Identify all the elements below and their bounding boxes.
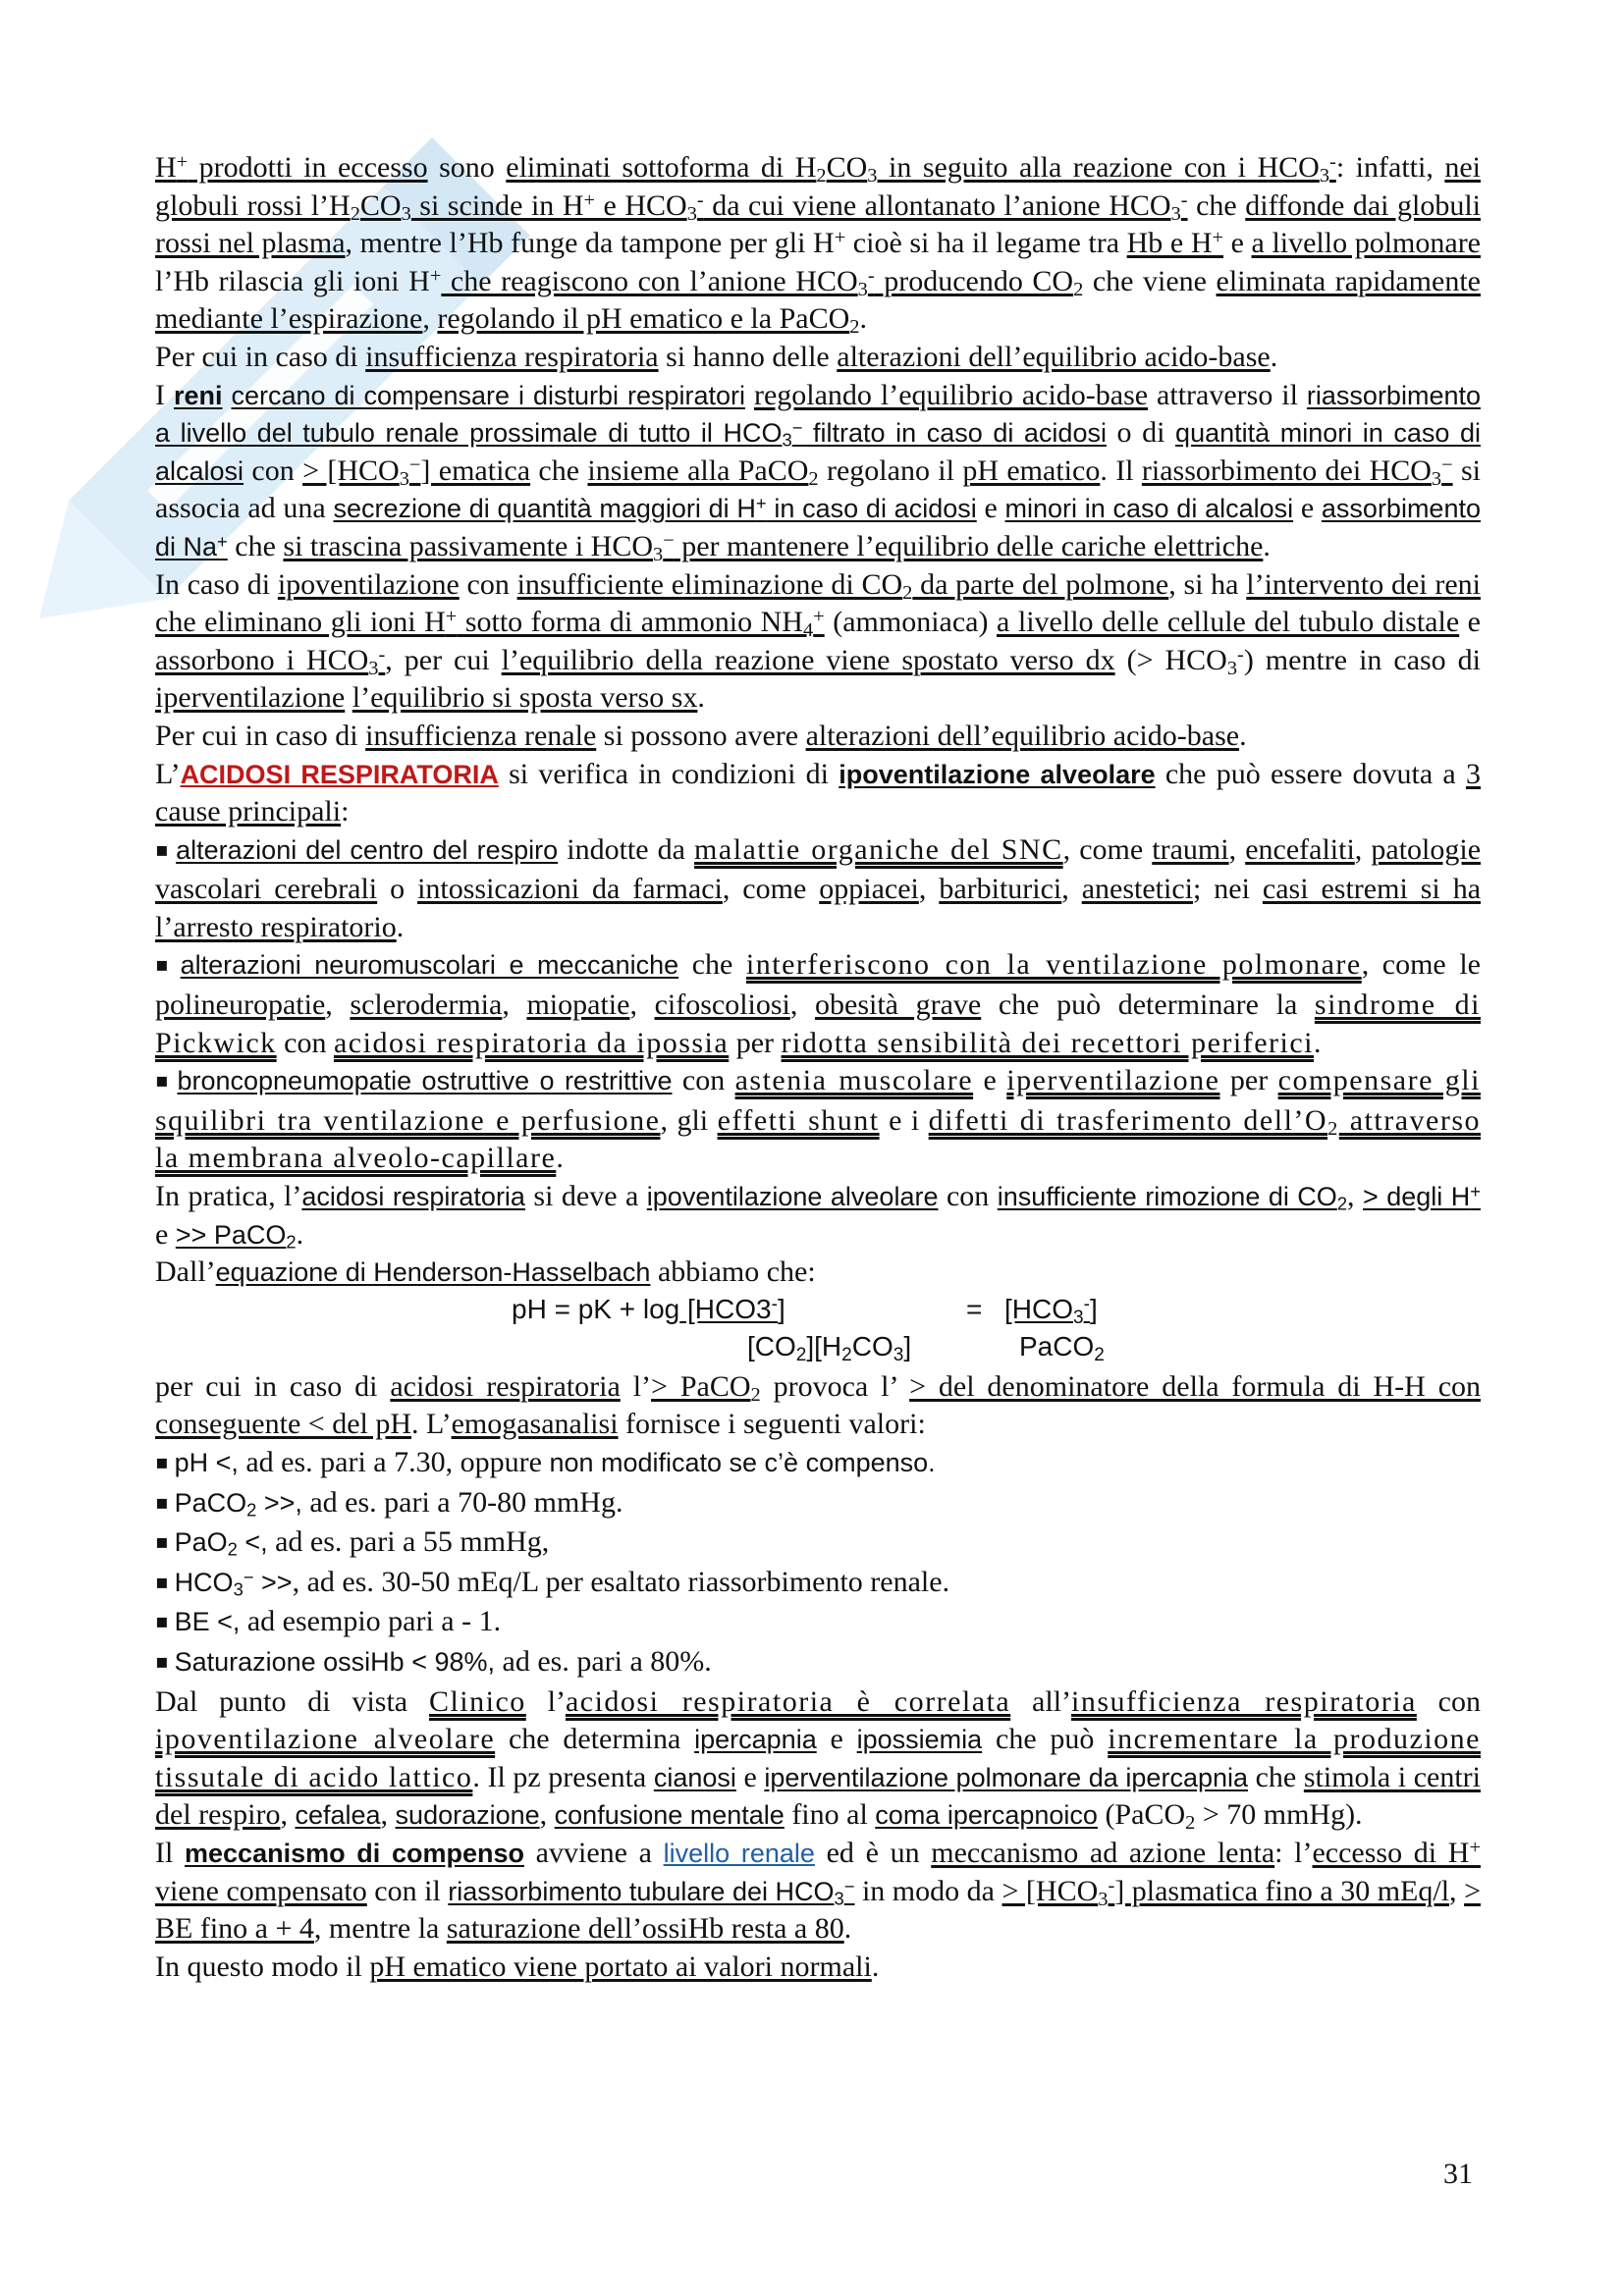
paragraph-compensation: Il meccanismo di compenso avviene a livello renale ed è un meccanismo ad azione lenta: l’eccesso di H+ viene compensato con il riassorbimento tubulare dei $HCO_3^-$ in modo da > $[HCO_3^-]$ plasmatica fino a 30 mEq/l, > BE fino a + 4, mentre la saturazione dell’ossiHb resta a 80.	[155, 1836, 1481, 1946]
paragraph-in-practice: In pratica, l’acidosi respiratoria si deve a ipoventilazione alveolare con insufficiente rimozione di $CO_2$, > degli H+ e >> PaCO$_2$.	[155, 1180, 1482, 1253]
value-item: ▪ Saturazione ossiHb < 98%, ad es. pari a 80%.	[155, 1644, 712, 1678]
cause-item: ▪ alterazioni neuromuscolari e meccaniche che interferiscono con la ventilazione polmonare, come le polineuropatie, sclerodermia, miopatie, cifoscoliosi, obesità grave che può determinare la sindrome di Pickwick con acidosi respiratoria da ipossia per ridotta sensibilità dei recettori periferici.	[155, 948, 1481, 1059]
paragraph-bicarbonate: H+ prodotti in eccesso sono eliminati sottoforma di $H_2CO_3$ in seguito alla reazione con i $HCO_3^-$: infatti, nei globuli rossi $l’H_2CO_3$ si scinde in H+ e $HCO_3^-$ da cui viene allontanato l’anione $HCO_3^-$ che diffonde dai globuli rossi nel plasma, mentre l’Hb funge da tampone per gli H+ cioè si ha il legame tra Hb e H+ e a livello polmonare l’Hb rilascia gli ioni H+ che reagiscono con l’anione $HCO_3^-$ producendo $CO_2$ che viene eliminata rapidamente mediante l’espirazione, regolando il pH ematico e la PaCO$_2$.	[155, 150, 1482, 339]
document-body	[155, 149, 1481, 1986]
cause-item: ▪ broncopneumopatie ostruttive o restrittive con astenia muscolare e iperventilazione per compensare gli squilibri tra ventilazione e perfusione, gli effetti shunt e i difetti di trasferimento $dell’O_2$ attraverso la membrana alveolo-capillare.	[155, 1064, 1481, 1175]
paragraph-respiratory-insufficiency: Per cui in caso di insufficienza respiratoria si hanno delle alterazioni dell’equilibrio acido-base.	[155, 340, 1278, 373]
paragraph-conclusion: In questo modo il pH ematico viene portato ai valori normali.	[155, 1949, 880, 1983]
value-item: ▪ PaO$_2$ <, ad es. pari a 55 mmHg,	[155, 1525, 550, 1560]
page-number: 31	[1443, 2158, 1473, 2190]
paragraph-respiratory-acidosis-intro: L’ACIDOSI RESPIRATORIA si verifica in condizioni di ipoventilazione alveolare che può essere dovuta a 3 cause principali:	[155, 757, 1481, 828]
value-item: ▪ BE <, ad esempio pari a - 1.	[155, 1605, 502, 1638]
paragraph-hypoventilation: In caso di ipoventilazione con insufficiente eliminazione di $CO_2$ da parte del polmone, si ha l’intervento dei reni che eliminano gli ioni H+ sotto forma di ammonio $NH_4^+$ (ammoniaca) a livello delle cellule del tubulo distale e assorbono i $HCO_3^-$, per cui l’equilibrio della reazione viene spostato verso dx (> $HCO_3^-$) mentre in caso di iperventilazione l’equilibrio si sposta verso sx.	[155, 567, 1481, 715]
paragraph-renal-insufficiency: Per cui in caso di insufficienza renale si possono avere alterazioni dell’equilibrio acido-base.	[155, 719, 1247, 752]
cause-item: ▪ alterazioni del centro del respiro indotte da malattie organiche del SNC, come traumi, encefaliti, patologie vascolari cerebrali o intossicazioni da farmaci, come oppiacei, barbiturici, anestetici; nei casi estremi si ha l’arresto respiratorio.	[155, 832, 1482, 943]
value-item: ▪ $HCO_3^-$ >>, ad es. 30-50 mEq/L per esaltato riassorbimento renale.	[155, 1565, 950, 1600]
henderson-hasselbach-formula: pH = pK + log [HCO3-] = $[HCO_3^-]$ $[CO_2][H_2CO_3]$ PaCO$_2$	[512, 1293, 1105, 1365]
value-item: ▪ PaCO$_2$ >>, ad es. pari a 70-80 mmHg.	[155, 1485, 623, 1521]
paragraph-emogas: per cui in caso di acidosi respiratoria l’> PaCO$_2$ provoca l’ > del denominatore della formula di H-H con conseguente < del pH. L’emogasanalisi fornisce i seguenti valori:	[155, 1369, 1482, 1441]
section-title: ACIDOSI RESPIRATORIA	[180, 759, 499, 789]
paragraph-clinical: Dal punto di vista Clinico l’acidosi respiratoria è correlata all’insufficienza respiratoria con ipoventilazione alveolare che determina ipercapnia e ipossiemia che può incrementare la produzione tissutale di acido lattico. Il pz presenta cianosi e iperventilazione polmonare da ipercapnia che stimola i centri del respiro, cefalea, sudorazione, confusione mentale fino al coma ipercapnoico (PaCO$_2$ > 70 mmHg).	[155, 1684, 1481, 1835]
value-item: ▪ pH <, ad es. pari a 7.30, oppure non modificato se c’è compenso.	[155, 1446, 936, 1478]
paragraph-kidneys: I reni cercano di compensare i disturbi respiratori regolando l’equilibrio acido-base attraverso il riassorbimento a livello del tubulo renale prossimale di tutto il $HCO_3^-$ filtrato in caso di acidosi o di quantità minori in caso di alcalosi con > $[HCO_3^-]$ ematica che insieme alla PaCO$_2$ regolano il pH ematico. Il riassorbimento dei $HCO_3^-$ si associa ad una secrezione di quantità maggiori di H+ in caso di acidosi e minori in caso di alcalosi e assorbimento di Na+ che si trascina passivamente i $HCO_3^-$ per mantenere l’equilibrio delle cariche elettriche.	[155, 378, 1482, 566]
paragraph-henderson: Dall’equazione di Henderson-Hasselbach abbiamo che:	[155, 1255, 816, 1289]
